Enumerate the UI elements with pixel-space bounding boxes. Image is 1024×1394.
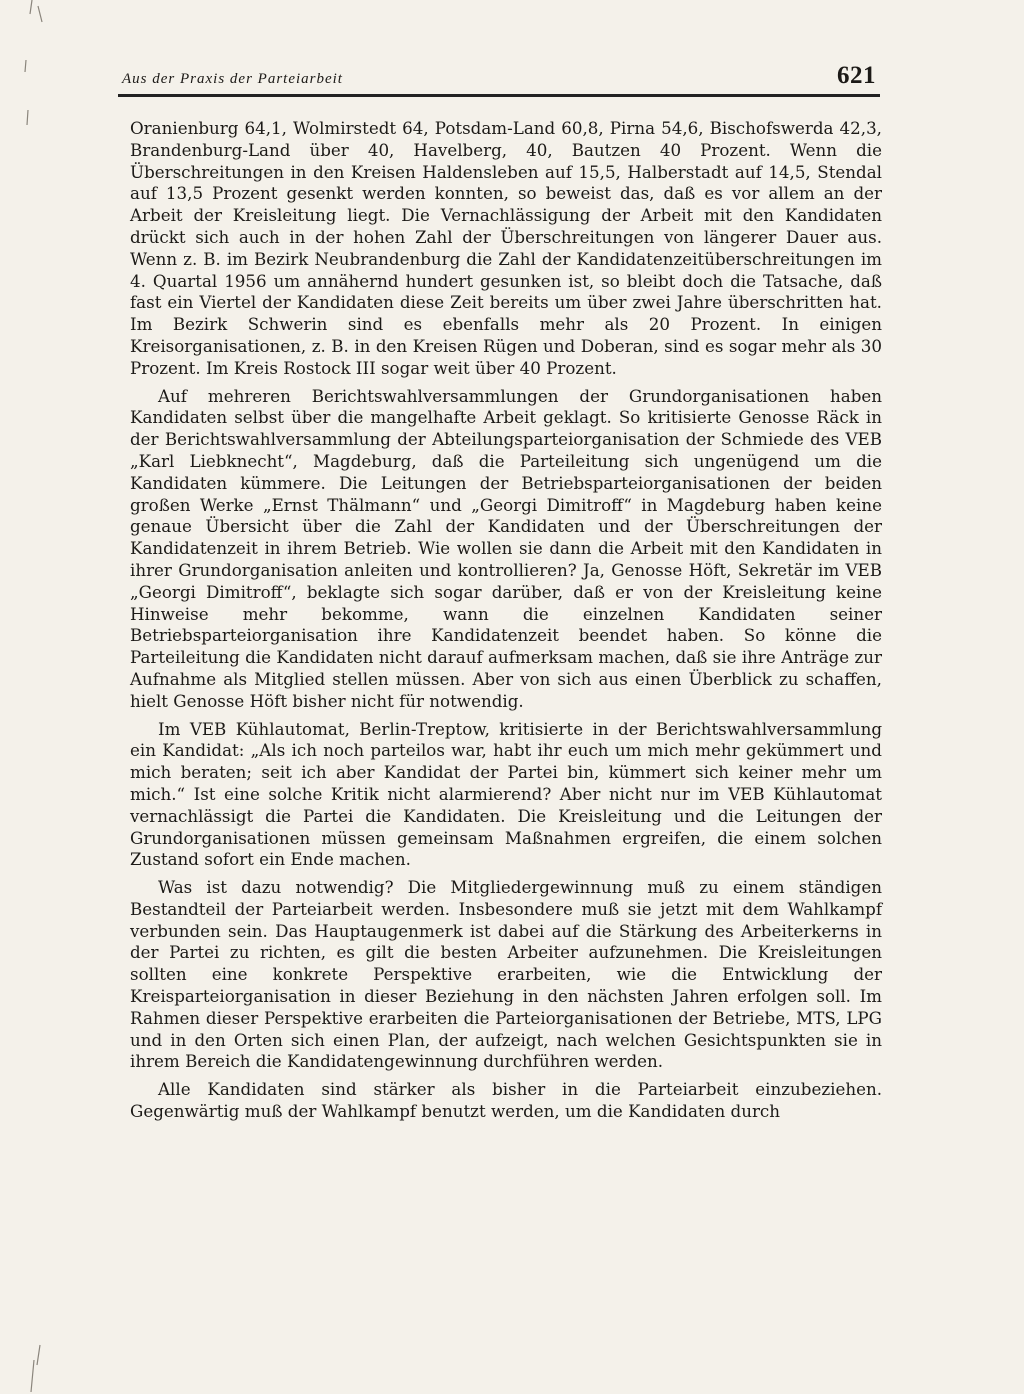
paragraph-2: Auf mehreren Berichtswahlversammlungen der Grundorganisationen haben Kandidaten selbst über die mangelhafte Arbeit geklagt. So kritisierte Genosse Räck in der Berichtswahlversammlung der Abteilungsparteiorganisation der Schmiede des VEB „Karl Liebknecht“, Magdeburg, daß die Parteileitung sich ungenügend um die Kandidaten kümmere. Die Leitungen der Betriebsparteiorganisationen der beiden großen Werke „Ernst Thälmann“ und „Georgi Dimitroff“ in Magdeburg haben keine genaue Übersicht über die Zahl der Kandidaten und der Überschreitungen der Kandidatenzeit in ihrem Betrieb. Wie wollen sie dann die Arbeit mit den Kandidaten in ihrer Grundorganisation anleiten und kontrollieren? Ja, Genosse Höft, Sekretär im VEB „Georgi Dimitroff“, beklagte sich sogar darüber, daß er von der Kreisleitung keine Hinweise mehr bekomme, wann die einzelnen Kandidaten seiner Betriebsparteiorganisation ihre Kandidatenzeit beendet haben. So könne die Parteileitung die Kandidaten nicht darauf aufmerksam machen, daß sie ihre Anträge zur Aufnahme als Mitglied stellen müssen. Aber von sich aus einen Überblick zu schaffen, hielt Genosse Höft bisher nicht für notwendig. <box>130 385 882 711</box>
body-text <box>130 118 882 1129</box>
paragraph-4: Was ist dazu notwendig? Die Mitgliedergewinnung muß zu einem ständigen Bestandteil der Parteiarbeit werden. Insbesondere muß sie jetzt mit dem Wahlkampf verbunden sein. Das Hauptaugenmerk ist dabei auf die Stärkung des Arbeiterkerns in der Partei zu richten, es gilt die besten Arbeiter aufzunehmen. Die Kreisleitungen sollten eine konkrete Perspektive erarbeiten, wie die Entwicklung der Kreisparteiorganisation in dieser Beziehung in den nächsten Jahren erfolgen soll. Im Rahmen dieser Perspektive erarbeiten die Parteiorganisationen der Betriebe, MTS, LPG und in den Orten sich einen Plan, der aufzeigt, nach welchen Gesichtspunkten sie in ihrem Bereich die Kandidatengewinnung durchführen werden. <box>130 877 882 1072</box>
paragraph-3: Im VEB Kühlautomat, Berlin-Treptow, kritisierte in der Berichtswahlversammlung ein Kandidat: „Als ich noch parteilos war, habt ihr euch um mich mehr gekümmert und mich beraten; seit ich aber Kandidat der Partei bin, kümmert sich keiner mehr um mich.“ Ist eine solche Kritik nicht alarmierend? Aber nicht nur im VEB Kühlautomat vernachlässigt die Partei die Kandidaten. Die Kreisleitung und die Leitungen der Grundorganisationen müssen gemeinsam Maßnahmen ergreifen, die einem solchen Zustand sofort ein Ende machen. <box>130 718 882 870</box>
paragraph-1: Oranienburg 64,1, Wolmirstedt 64, Potsdam-Land 60,8, Pirna 54,6, Bischofswerda 42,3, Brandenburg-Land über 40, Havelberg, 40, Bautzen 40 Prozent. Wenn die Überschreitungen in den Kreisen Haldensleben auf 15,5, Halberstadt auf 14,5, Stendal auf 13,5 Prozent gesenkt werden konnten, so beweist das, daß es vor allem an der Arbeit der Kreisleitung liegt. Die Vernachlässigung der Arbeit mit den Kandidaten drückt sich auch in der hohen Zahl der Überschreitungen von längerer Dauer aus. Wenn z. B. im Bezirk Neubrandenburg die Zahl der Kandidatenzeitüberschreitungen im 4. Quartal 1956 um annähernd hundert gesunken ist, so bleibt doch die Tatsache, daß fast ein Viertel der Kandidaten diese Zeit bereits um über zwei Jahre überschritten hat. Im Bezirk Schwerin sind es ebenfalls mehr als 20 Prozent. In einigen Kreisorganisationen, z. B. in den Kreisen Rügen und Doberan, sind es sogar mehr als 30 Prozent. Im Kreis Rostock III sogar weit über 40 Prozent. <box>130 118 882 378</box>
running-head: Aus der Praxis der Parteiarbeit <box>122 71 343 87</box>
page-header <box>118 62 880 98</box>
page-number: 621 <box>837 62 876 89</box>
scan-edge-marks <box>18 0 48 1394</box>
header-rule <box>118 94 880 97</box>
paragraph-5: Alle Kandidaten sind stärker als bisher in die Parteiarbeit einzubeziehen. Gegenwärtig muß der Wahlkampf benutzt werden, um die Kandidaten durch <box>130 1079 882 1122</box>
